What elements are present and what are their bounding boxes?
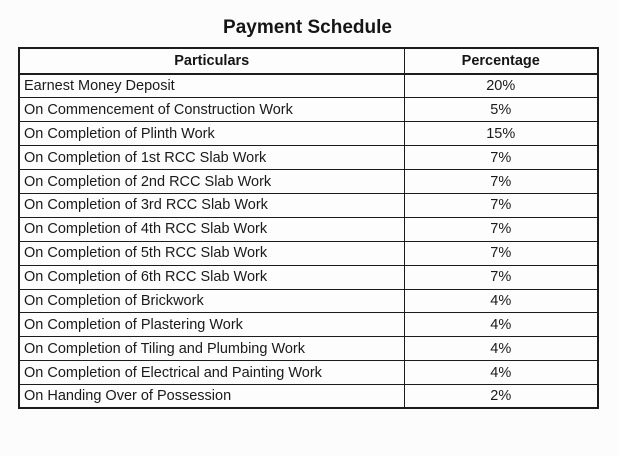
cell-percentage: 4%	[404, 361, 598, 385]
cell-percentage: 7%	[404, 170, 598, 194]
cell-particulars: On Completion of Plastering Work	[19, 313, 404, 337]
cell-particulars: On Completion of Plinth Work	[19, 122, 404, 146]
cell-particulars: On Completion of Brickwork	[19, 289, 404, 313]
cell-particulars: On Completion of 1st RCC Slab Work	[19, 146, 404, 170]
table-row	[19, 170, 598, 194]
payment-schedule-table	[18, 47, 599, 409]
cell-percentage: 7%	[404, 193, 598, 217]
table-row	[19, 122, 598, 146]
header-particulars: Particulars	[19, 48, 404, 74]
page-title: Payment Schedule	[223, 17, 392, 38]
cell-particulars: On Commencement of Construction Work	[19, 98, 404, 122]
cell-particulars: Earnest Money Deposit	[19, 74, 404, 98]
table-row	[19, 193, 598, 217]
cell-percentage: 20%	[404, 74, 598, 98]
cell-percentage: 4%	[404, 289, 598, 313]
cell-particulars: On Completion of 2nd RCC Slab Work	[19, 170, 404, 194]
cell-particulars: On Completion of Electrical and Painting Work	[19, 361, 404, 385]
cell-percentage: 7%	[404, 241, 598, 265]
cell-particulars: On Handing Over of Possession	[19, 385, 404, 409]
header-percentage: Percentage	[404, 48, 598, 74]
table-header-row	[19, 48, 598, 74]
table-row	[19, 241, 598, 265]
table-row	[19, 337, 598, 361]
table-row	[19, 361, 598, 385]
cell-particulars: On Completion of 4th RCC Slab Work	[19, 217, 404, 241]
table-row	[19, 146, 598, 170]
table-row	[19, 265, 598, 289]
cell-percentage: 7%	[404, 265, 598, 289]
table-row	[19, 313, 598, 337]
cell-percentage: 2%	[404, 385, 598, 409]
cell-percentage: 7%	[404, 217, 598, 241]
table-row	[19, 74, 598, 98]
table-row	[19, 98, 598, 122]
page	[0, 15, 618, 456]
cell-particulars: On Completion of 5th RCC Slab Work	[19, 241, 404, 265]
cell-percentage: 4%	[404, 337, 598, 361]
table-row	[19, 217, 598, 241]
cell-particulars: On Completion of 6th RCC Slab Work	[19, 265, 404, 289]
cell-particulars: On Completion of Tiling and Plumbing Work	[19, 337, 404, 361]
cell-percentage: 7%	[404, 146, 598, 170]
table-body	[19, 74, 598, 408]
cell-percentage: 4%	[404, 313, 598, 337]
cell-particulars: On Completion of 3rd RCC Slab Work	[19, 193, 404, 217]
cell-percentage: 5%	[404, 98, 598, 122]
table-row	[19, 385, 598, 409]
table-row	[19, 289, 598, 313]
cell-percentage: 15%	[404, 122, 598, 146]
